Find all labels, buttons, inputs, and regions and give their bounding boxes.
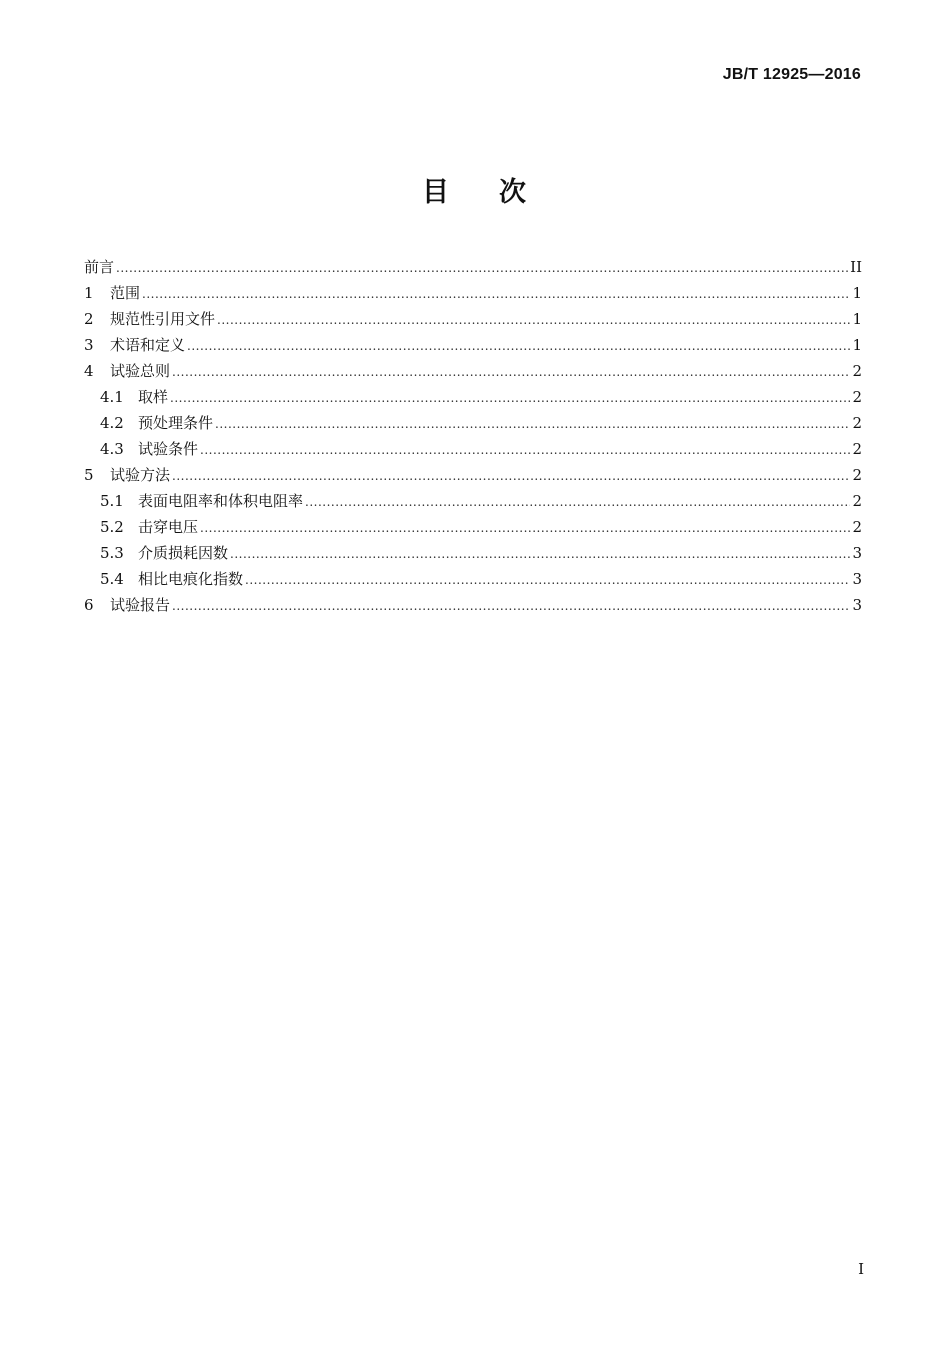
toc-entry-5-3[interactable] bbox=[84, 540, 862, 566]
toc-leader-dots bbox=[172, 359, 850, 385]
toc-label: 表面电阻率和体积电阻率 bbox=[138, 492, 304, 510]
toc-label: 前言 bbox=[84, 258, 115, 276]
toc-page-number: 2 bbox=[852, 388, 862, 406]
toc-page-number: 2 bbox=[852, 440, 862, 458]
toc-leader-dots bbox=[172, 463, 850, 489]
page-title bbox=[0, 170, 950, 209]
toc-label: 术语和定义 bbox=[110, 336, 186, 354]
toc-leader-dots bbox=[305, 489, 850, 515]
toc-page-number: 2 bbox=[852, 492, 862, 510]
toc-number: 5.1 bbox=[100, 492, 124, 510]
toc-entry-4-3[interactable] bbox=[84, 436, 862, 462]
toc-page-number: 3 bbox=[852, 544, 862, 562]
table-of-contents bbox=[84, 254, 862, 618]
toc-number: 2 bbox=[84, 310, 94, 328]
toc-number: 4 bbox=[84, 362, 94, 380]
toc-entry-foreword[interactable] bbox=[84, 254, 862, 280]
toc-entry-5[interactable] bbox=[84, 462, 862, 488]
toc-label: 试验总则 bbox=[110, 362, 171, 380]
toc-label: 预处理条件 bbox=[138, 414, 214, 432]
toc-page-number: 3 bbox=[852, 570, 862, 588]
toc-leader-dots bbox=[245, 567, 850, 593]
title-char-2: 次 bbox=[499, 177, 528, 208]
toc-leader-dots bbox=[200, 515, 850, 541]
toc-entry-4[interactable] bbox=[84, 358, 862, 384]
toc-number: 5.3 bbox=[100, 544, 124, 562]
toc-label: 击穿电压 bbox=[138, 518, 199, 536]
toc-label: 相比电痕化指数 bbox=[138, 570, 244, 588]
toc-page-number: II bbox=[850, 258, 862, 276]
toc-number: 5.4 bbox=[100, 570, 124, 588]
toc-number: 3 bbox=[84, 336, 94, 354]
toc-label: 范围 bbox=[110, 284, 141, 302]
toc-page-number: 3 bbox=[852, 596, 862, 614]
toc-entry-2[interactable] bbox=[84, 306, 862, 332]
toc-leader-dots bbox=[187, 333, 850, 359]
toc-page-number: 2 bbox=[852, 362, 862, 380]
toc-entry-5-2[interactable] bbox=[84, 514, 862, 540]
toc-number: 4.3 bbox=[100, 440, 124, 458]
toc-entry-4-1[interactable] bbox=[84, 384, 862, 410]
toc-label: 介质损耗因数 bbox=[138, 544, 229, 562]
page-number: I bbox=[858, 1260, 864, 1278]
toc-label: 试验方法 bbox=[110, 466, 171, 484]
toc-number: 5.2 bbox=[100, 518, 124, 536]
toc-leader-dots bbox=[230, 541, 850, 567]
toc-page-number: 1 bbox=[852, 310, 862, 328]
toc-entry-5-1[interactable] bbox=[84, 488, 862, 514]
toc-entry-6[interactable] bbox=[84, 592, 862, 618]
toc-label: 试验条件 bbox=[138, 440, 199, 458]
toc-number: 1 bbox=[84, 284, 94, 302]
toc-page-number: 2 bbox=[852, 414, 862, 432]
toc-number: 4.1 bbox=[100, 388, 124, 406]
toc-leader-dots bbox=[170, 385, 850, 411]
toc-leader-dots bbox=[217, 307, 850, 333]
toc-label: 取样 bbox=[138, 388, 169, 406]
toc-page-number: 1 bbox=[852, 336, 862, 354]
toc-leader-dots bbox=[142, 281, 850, 307]
toc-page-number: 1 bbox=[852, 284, 862, 302]
toc-page-number: 2 bbox=[852, 518, 862, 536]
toc-leader-dots bbox=[172, 593, 850, 619]
toc-entry-4-2[interactable] bbox=[84, 410, 862, 436]
toc-number: 4.2 bbox=[100, 414, 124, 432]
standard-code: JB/T 12925—2016 bbox=[722, 66, 861, 83]
toc-leader-dots bbox=[116, 255, 848, 281]
toc-entry-5-4[interactable] bbox=[84, 566, 862, 592]
toc-label: 规范性引用文件 bbox=[110, 310, 216, 328]
toc-page-number: 2 bbox=[852, 466, 862, 484]
toc-entry-1[interactable] bbox=[84, 280, 862, 306]
toc-leader-dots bbox=[200, 437, 850, 463]
toc-number: 6 bbox=[84, 596, 94, 614]
toc-leader-dots bbox=[215, 411, 850, 437]
toc-label: 试验报告 bbox=[110, 596, 171, 614]
toc-number: 5 bbox=[84, 466, 94, 484]
title-char-1: 目 bbox=[422, 177, 451, 208]
toc-entry-3[interactable] bbox=[84, 332, 862, 358]
